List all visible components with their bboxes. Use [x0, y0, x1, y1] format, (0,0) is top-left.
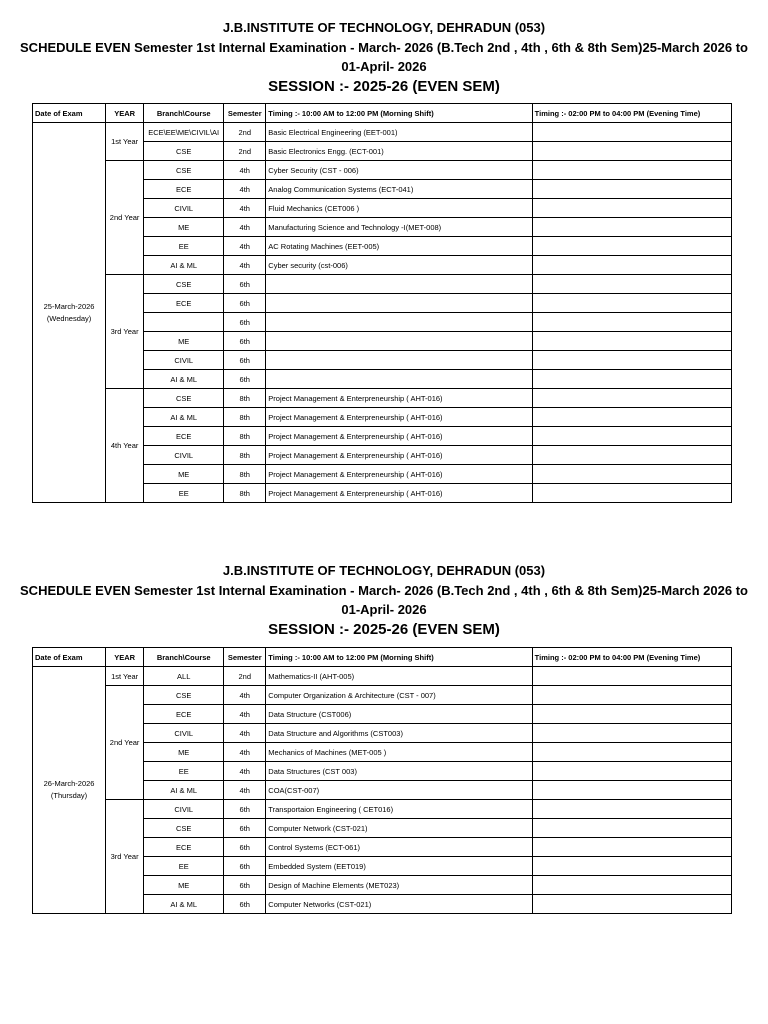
institute-title: J.B.INSTITUTE OF TECHNOLOGY, DEHRADUN (053): [222, 20, 546, 35]
semester-cell: 8th: [224, 389, 266, 408]
evening-subject-cell: [532, 123, 731, 142]
morning-subject-cell: AC Rotating Machines (EET-005): [266, 237, 532, 256]
morning-subject-cell: Computer Network (CST-021): [266, 819, 532, 838]
exam-date: 25-March-2026: [43, 301, 95, 311]
col-header-morning: Timing :- 10:00 AM to 12:00 PM (Morning Shift): [266, 648, 532, 667]
evening-subject-cell: [532, 446, 731, 465]
morning-subject-cell: Project Management & Enterpreneurship ( AHT-016): [266, 427, 532, 446]
evening-subject-cell: [532, 686, 731, 705]
semester-cell: 8th: [224, 465, 266, 484]
evening-subject-cell: [532, 199, 731, 218]
branch-cell: CSE: [144, 686, 224, 705]
branch-cell: [144, 313, 224, 332]
year-cell: 2nd Year: [106, 161, 144, 275]
col-header-year: YEAR: [106, 104, 144, 123]
morning-subject-cell: Cyber Security (CST - 006): [266, 161, 532, 180]
evening-subject-cell: [532, 332, 731, 351]
evening-subject-cell: [532, 876, 731, 895]
evening-subject-cell: [532, 370, 731, 389]
semester-cell: 6th: [224, 819, 266, 838]
exam-date-cell: [33, 667, 106, 914]
semester-cell: 4th: [224, 743, 266, 762]
semester-cell: 4th: [224, 180, 266, 199]
semester-cell: 8th: [224, 484, 266, 503]
col-header-evening: Timing :- 02:00 PM to 04:00 PM (Evening Time): [532, 648, 731, 667]
semester-cell: 2nd: [224, 123, 266, 142]
morning-subject-cell: Control Systems (ECT-061): [266, 838, 532, 857]
col-header-branch: Branch\Course: [144, 104, 224, 123]
morning-subject-cell: Fluid Mechanics (CET006 ): [266, 199, 532, 218]
table-row: [33, 686, 732, 705]
evening-subject-cell: [532, 256, 731, 275]
branch-cell: ALL: [144, 667, 224, 686]
morning-subject-cell: Computer Networks (CST-021): [266, 895, 532, 914]
morning-subject-cell: Basic Electronics Engg. (ECT-001): [266, 142, 532, 161]
evening-subject-cell: [532, 484, 731, 503]
table-header-row: [33, 104, 732, 123]
morning-subject-cell: COA(CST-007): [266, 781, 532, 800]
branch-cell: CIVIL: [144, 199, 224, 218]
session-title: SESSION :- 2025-26 (EVEN SEM): [268, 78, 500, 95]
semester-cell: 4th: [224, 705, 266, 724]
evening-subject-cell: [532, 724, 731, 743]
semester-cell: 6th: [224, 876, 266, 895]
morning-subject-cell: Project Management & Enterpreneurship ( AHT-016): [266, 446, 532, 465]
evening-subject-cell: [532, 237, 731, 256]
table-row: [33, 667, 732, 686]
evening-subject-cell: [532, 800, 731, 819]
evening-subject-cell: [532, 743, 731, 762]
branch-cell: CSE: [144, 275, 224, 294]
semester-cell: 4th: [224, 218, 266, 237]
table-row: [33, 800, 732, 819]
evening-subject-cell: [532, 275, 731, 294]
branch-cell: ME: [144, 465, 224, 484]
morning-subject-cell: Data Structure (CST006): [266, 705, 532, 724]
evening-subject-cell: [532, 819, 731, 838]
morning-subject-cell: Data Structure and Algorithms (CST003): [266, 724, 532, 743]
semester-cell: 6th: [224, 895, 266, 914]
morning-subject-cell: Transportaion Engineering ( CET016): [266, 800, 532, 819]
morning-subject-cell: Design of Machine Elements (MET023): [266, 876, 532, 895]
morning-subject-cell: Project Management & Enterpreneurship ( AHT-016): [266, 389, 532, 408]
branch-cell: ME: [144, 876, 224, 895]
exam-date-cell: [33, 123, 106, 503]
evening-subject-cell: [532, 781, 731, 800]
session-title: SESSION :- 2025-26 (EVEN SEM): [268, 621, 500, 638]
evening-subject-cell: [532, 762, 731, 781]
morning-subject-cell: Manufacturing Science and Technology -I(MET-008): [266, 218, 532, 237]
semester-cell: 6th: [224, 294, 266, 313]
branch-cell: EE: [144, 237, 224, 256]
morning-subject-cell: Mathematics-II (AHT-005): [266, 667, 532, 686]
evening-subject-cell: [532, 218, 731, 237]
branch-cell: ECE: [144, 294, 224, 313]
semester-cell: 8th: [224, 446, 266, 465]
semester-cell: 6th: [224, 351, 266, 370]
semester-cell: 6th: [224, 838, 266, 857]
evening-subject-cell: [532, 313, 731, 332]
col-header-semester: Semester: [224, 648, 266, 667]
branch-cell: CSE: [144, 819, 224, 838]
branch-cell: CSE: [144, 161, 224, 180]
schedule-section-2: [0, 561, 768, 909]
table-row: [33, 389, 732, 408]
branch-cell: ME: [144, 218, 224, 237]
branch-cell: AI & ML: [144, 408, 224, 427]
branch-cell: ECE\EE\ME\CIVIL\AI: [144, 123, 224, 142]
branch-cell: AI & ML: [144, 370, 224, 389]
semester-cell: 6th: [224, 800, 266, 819]
evening-subject-cell: [532, 705, 731, 724]
evening-subject-cell: [532, 465, 731, 484]
col-header-semester: Semester: [224, 104, 266, 123]
branch-cell: CIVIL: [144, 800, 224, 819]
table-row: [33, 123, 732, 142]
branch-cell: ME: [144, 743, 224, 762]
evening-subject-cell: [532, 857, 731, 876]
year-cell: 2nd Year: [106, 686, 144, 800]
branch-cell: CIVIL: [144, 724, 224, 743]
evening-subject-cell: [532, 161, 731, 180]
schedule-title: SCHEDULE EVEN Semester 1st Internal Examination - March- 2026 (B.Tech 2nd , 4th , 6th & 8th Sem)25-March 2026 to 01-April- 2026: [20, 40, 748, 74]
col-header-date: Date of Exam: [33, 104, 106, 123]
branch-cell: ECE: [144, 838, 224, 857]
evening-subject-cell: [532, 667, 731, 686]
schedule-table: [32, 103, 732, 503]
branch-cell: AI & ML: [144, 895, 224, 914]
branch-cell: ECE: [144, 427, 224, 446]
year-cell: 1st Year: [106, 123, 144, 161]
schedule-section-1: [0, 18, 768, 498]
morning-subject-cell: Computer Organization & Architecture (CST - 007): [266, 686, 532, 705]
exam-date: 26-March-2026: [43, 779, 95, 788]
branch-cell: CIVIL: [144, 351, 224, 370]
semester-cell: 4th: [224, 199, 266, 218]
evening-subject-cell: [532, 142, 731, 161]
morning-subject-cell: [266, 370, 532, 389]
exam-day: (Wednesday): [46, 313, 92, 323]
morning-subject-cell: Project Management & Enterpreneurship ( AHT-016): [266, 484, 532, 503]
col-header-branch: Branch\Course: [144, 648, 224, 667]
morning-subject-cell: [266, 275, 532, 294]
year-cell: 1st Year: [106, 667, 144, 686]
evening-subject-cell: [532, 389, 731, 408]
branch-cell: ME: [144, 332, 224, 351]
col-header-morning: Timing :- 10:00 AM to 12:00 PM (Morning Shift): [266, 104, 532, 123]
evening-subject-cell: [532, 427, 731, 446]
evening-subject-cell: [532, 408, 731, 427]
col-header-year: YEAR: [106, 648, 144, 667]
semester-cell: 4th: [224, 724, 266, 743]
semester-cell: 2nd: [224, 667, 266, 686]
semester-cell: 6th: [224, 275, 266, 294]
morning-subject-cell: Embedded System (EET019): [266, 857, 532, 876]
morning-subject-cell: Mechanics of Machines (MET-005 ): [266, 743, 532, 762]
exam-day: (Thursday): [50, 791, 88, 800]
col-header-date: Date of Exam: [33, 648, 106, 667]
schedule-title: SCHEDULE EVEN Semester 1st Internal Examination - March- 2026 (B.Tech 2nd , 4th , 6th & 8th Sem)25-March 2026 to 01-April- 2026: [20, 583, 748, 617]
semester-cell: 4th: [224, 762, 266, 781]
morning-subject-cell: [266, 313, 532, 332]
institute-title: J.B.INSTITUTE OF TECHNOLOGY, DEHRADUN (053): [222, 563, 546, 578]
morning-subject-cell: Analog Communication Systems (ECT-041): [266, 180, 532, 199]
morning-subject-cell: Cyber security (cst-006): [266, 256, 532, 275]
morning-subject-cell: Project Management & Enterpreneurship ( AHT-016): [266, 408, 532, 427]
semester-cell: 4th: [224, 161, 266, 180]
semester-cell: 6th: [224, 313, 266, 332]
semester-cell: 4th: [224, 256, 266, 275]
morning-subject-cell: Data Structures (CST 003): [266, 762, 532, 781]
morning-subject-cell: [266, 332, 532, 351]
semester-cell: 6th: [224, 857, 266, 876]
morning-subject-cell: [266, 351, 532, 370]
morning-subject-cell: Project Management & Enterpreneurship ( AHT-016): [266, 465, 532, 484]
table-row: [33, 275, 732, 294]
table-row: [33, 161, 732, 180]
year-cell: 4th Year: [106, 389, 144, 503]
branch-cell: ECE: [144, 180, 224, 199]
branch-cell: CSE: [144, 142, 224, 161]
evening-subject-cell: [532, 180, 731, 199]
branch-cell: AI & ML: [144, 256, 224, 275]
semester-cell: 6th: [224, 370, 266, 389]
morning-subject-cell: [266, 294, 532, 313]
evening-subject-cell: [532, 895, 731, 914]
semester-cell: 2nd: [224, 142, 266, 161]
col-header-evening: Timing :- 02:00 PM to 04:00 PM (Evening Time): [532, 104, 731, 123]
branch-cell: CSE: [144, 389, 224, 408]
evening-subject-cell: [532, 351, 731, 370]
branch-cell: EE: [144, 762, 224, 781]
branch-cell: ECE: [144, 705, 224, 724]
branch-cell: EE: [144, 857, 224, 876]
year-cell: 3rd Year: [106, 800, 144, 914]
year-cell: 3rd Year: [106, 275, 144, 389]
table-header-row: [33, 648, 732, 667]
semester-cell: 8th: [224, 408, 266, 427]
semester-cell: 4th: [224, 781, 266, 800]
evening-subject-cell: [532, 294, 731, 313]
semester-cell: 6th: [224, 332, 266, 351]
branch-cell: EE: [144, 484, 224, 503]
branch-cell: AI & ML: [144, 781, 224, 800]
semester-cell: 4th: [224, 686, 266, 705]
semester-cell: 4th: [224, 237, 266, 256]
branch-cell: CIVIL: [144, 446, 224, 465]
semester-cell: 8th: [224, 427, 266, 446]
schedule-table: [32, 647, 732, 914]
evening-subject-cell: [532, 838, 731, 857]
morning-subject-cell: Basic Electrical Engineering (EET-001): [266, 123, 532, 142]
